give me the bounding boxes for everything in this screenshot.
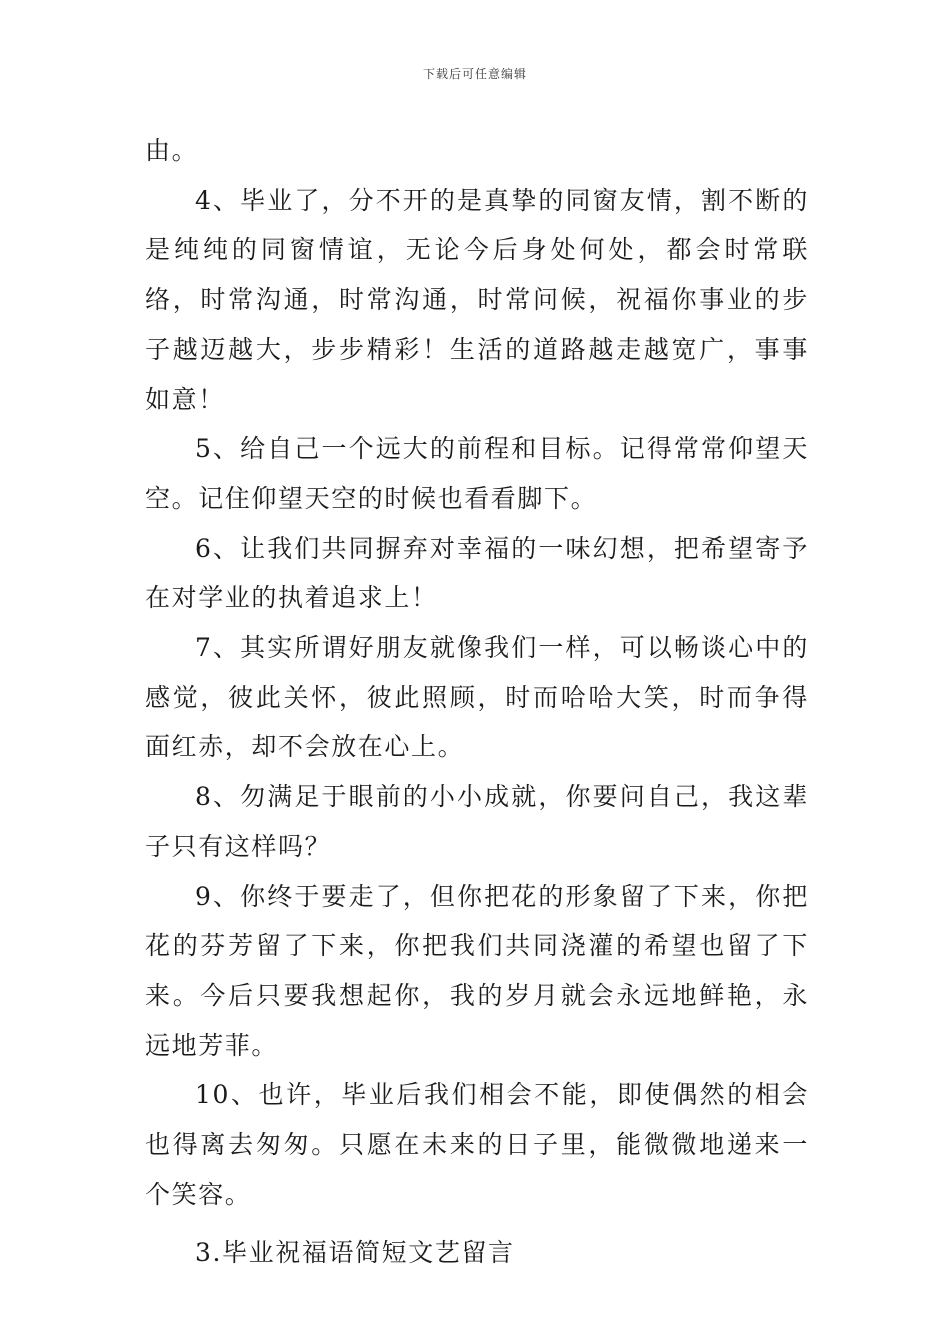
section-heading: 3.毕业祝福语简短文艺留言	[195, 1238, 515, 1268]
paragraph-item-10: 10、也许，毕业后我们相会不能，即使偶然的相会也得离去匆匆。只愿在未来的日子里，能微微地递来一个笑容。	[145, 1080, 809, 1209]
paragraph-item-9: 9、你终于要走了，但你把花的形象留了下来，你把花的芬芳留了下来，你把我们共同浇灌的希望也留了下来。今后只要我想起你，我的岁月就会永远地鲜艳，永远地芳菲。	[145, 881, 809, 1060]
paragraph-item-8: 8、勿满足于眼前的小小成就，你要问自己，我这辈子只有这样吗？	[145, 782, 809, 861]
paragraph-item-7: 7、其实所谓好朋友就像我们一样，可以畅谈心中的感觉，彼此关怀，彼此照顾，时而哈哈大笑，时而争得面红赤，却不会放在心上。	[145, 633, 809, 762]
paragraph-item-4: 4、毕业了，分不开的是真挚的同窗友情，割不断的是纯纯的同窗情谊，无论今后身处何处，都会时常联络，时常沟通，时常沟通，时常问候，祝福你事业的步子越迈越大，步步精彩！生活的道路越走越宽广，事事如意！	[145, 185, 809, 414]
paragraph-item-5: 5、给自己一个远大的前程和目标。记得常常仰望天空。记住仰望天空的时候也看看脚下。	[145, 434, 809, 513]
page-header: 下载后可任意编辑	[422, 67, 527, 81]
paragraph-item-6: 6、让我们共同摒弃对幸福的一味幻想，把希望寄予在对学业的执着追求上！	[145, 533, 809, 613]
document-body	[145, 126, 809, 1278]
lead-fragment: 由。	[145, 136, 199, 165]
